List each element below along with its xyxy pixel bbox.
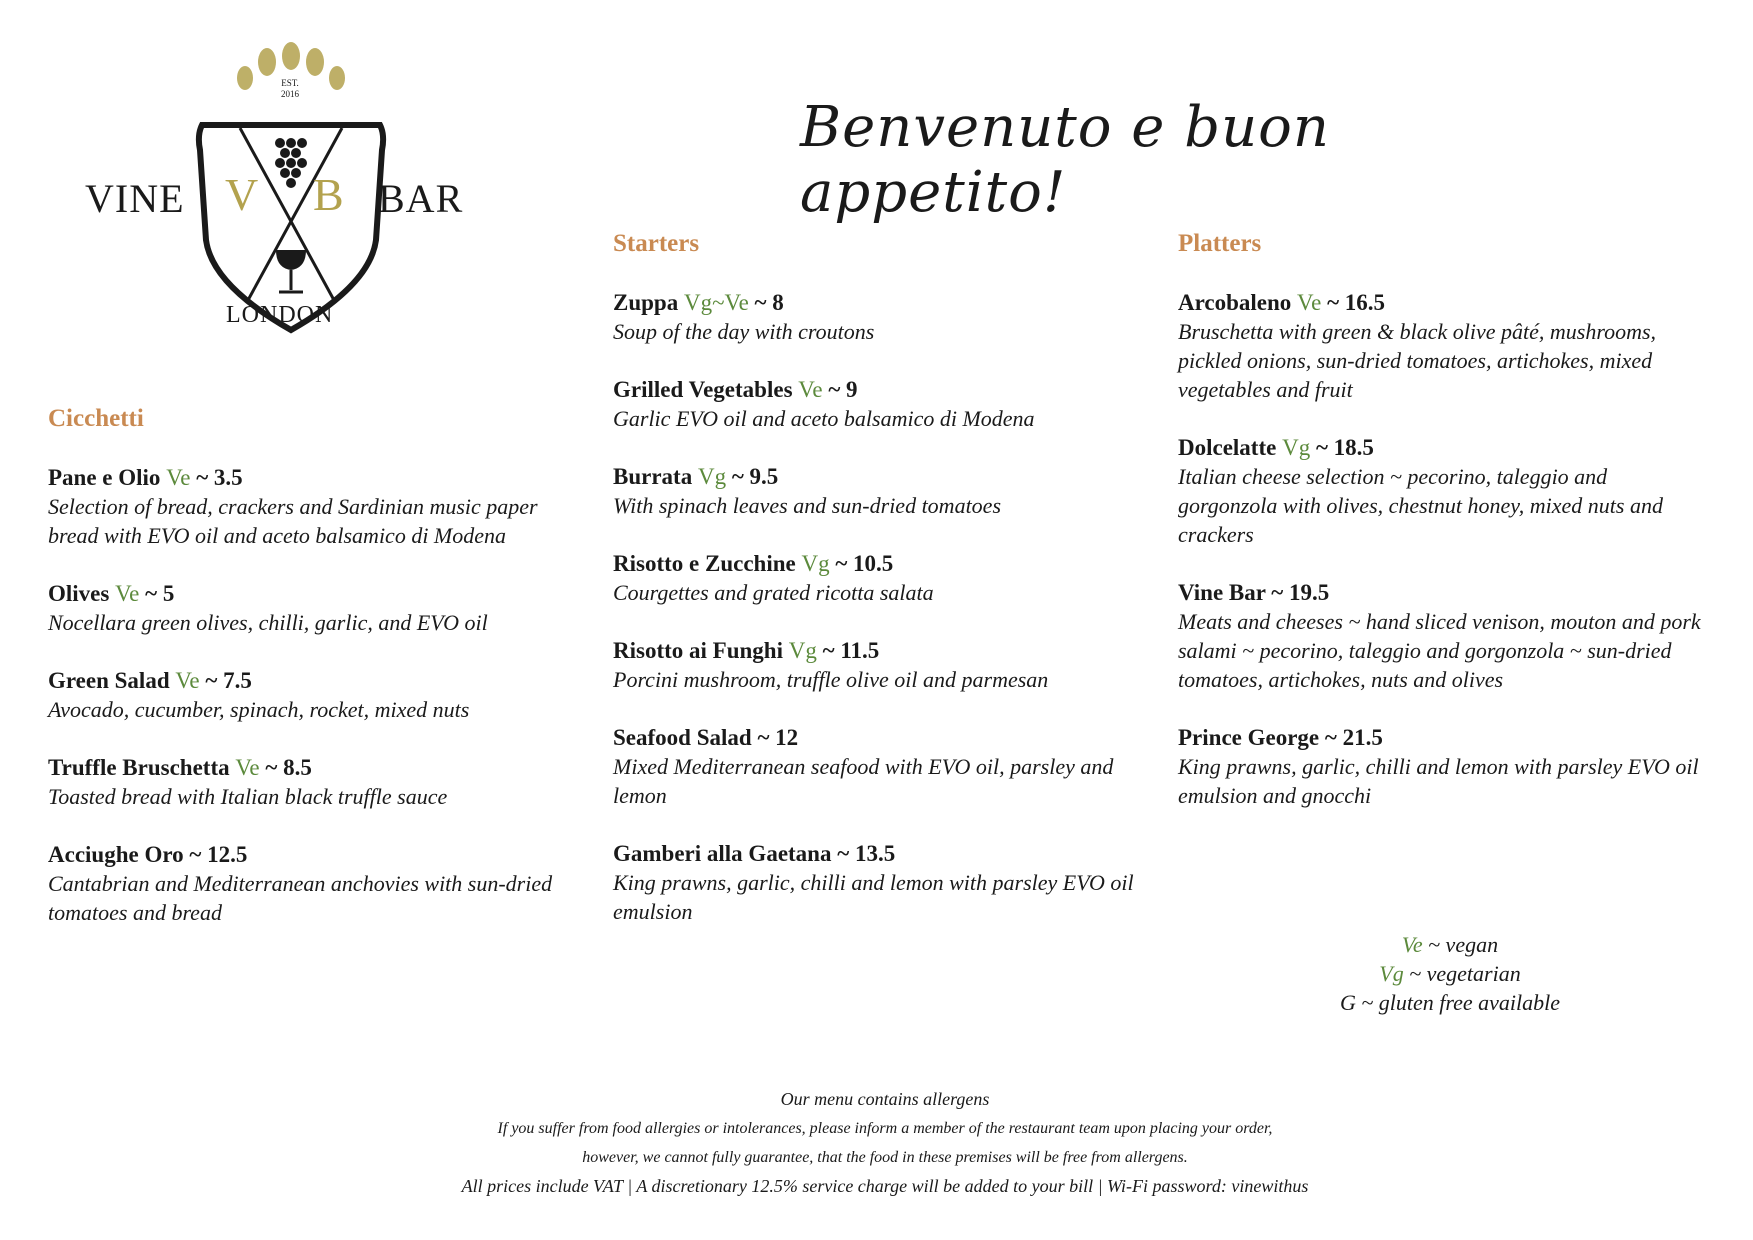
footer-line-3: however, we cannot fully guarantee, that the food in these premises will be free from allergens. xyxy=(582,1149,1188,1166)
dietary-tag: Vg xyxy=(801,551,830,576)
menu-item-price: ~ 16.5 xyxy=(1327,290,1386,315)
menu-item-name: Vine Bar xyxy=(1178,580,1266,605)
dietary-tag: Vg xyxy=(697,464,727,489)
menu-item-name: Olives xyxy=(48,581,110,606)
menu-item-price: ~ 18.5 xyxy=(1315,435,1374,460)
cicchetti-section xyxy=(48,405,578,956)
footer-line-1: Our menu contains allergens xyxy=(780,1089,990,1109)
menu-item xyxy=(613,636,1143,694)
menu-item-price: ~ 11.5 xyxy=(822,638,880,663)
menu-item-name: Dolcelatte xyxy=(1178,435,1277,460)
menu-item-description: King prawns, garlic, chilli and lemon with parsley EVO oil emulsion xyxy=(613,870,1134,924)
menu-item-price: ~ 21.5 xyxy=(1324,725,1383,750)
menu-item xyxy=(48,753,578,811)
logo-monogram-b: B xyxy=(313,169,344,220)
menu-item-price: ~ 9.5 xyxy=(731,464,779,489)
menu-item-heading xyxy=(1178,723,1708,752)
menu-item-name: Acciughe Oro xyxy=(48,842,184,867)
vine-bar-logo xyxy=(80,40,480,340)
menu-item xyxy=(1178,723,1708,810)
menu-item xyxy=(48,463,578,550)
section-title: Cicchetti xyxy=(48,405,144,432)
legend-vegan: Ve ~ vegan xyxy=(1401,932,1499,957)
menu-item-price: ~ 13.5 xyxy=(837,841,896,866)
dietary-tag: Ve xyxy=(175,668,200,693)
dietary-legend xyxy=(1250,930,1650,1017)
menu-item-description: Cantabrian and Mediterranean anchovies with sun-dried tomatoes and bread xyxy=(48,871,553,925)
menu-item-heading xyxy=(613,723,1143,752)
menu-item-description: Nocellara green olives, chilli, garlic, and EVO oil xyxy=(48,610,488,635)
menu-item-heading xyxy=(613,462,1143,491)
dietary-tag: Ve xyxy=(115,581,140,606)
menu-item-heading xyxy=(48,840,578,869)
menu-item-description: Soup of the day with croutons xyxy=(613,319,875,344)
menu-item-heading xyxy=(613,288,1143,317)
menu-item-description: Avocado, cucumber, spinach, rocket, mixed nuts xyxy=(48,697,470,722)
menu-item-price: ~ 7.5 xyxy=(205,668,252,693)
menu-item-description: Toasted bread with Italian black truffle sauce xyxy=(48,784,448,809)
dietary-tag: Ve xyxy=(166,465,191,490)
section-title: Starters xyxy=(613,230,700,257)
menu-item-heading xyxy=(48,463,578,492)
menu-item-name: Truffle Bruschetta xyxy=(48,755,230,780)
menu-item-price: ~ 3.5 xyxy=(196,465,243,490)
menu-item xyxy=(613,288,1143,346)
dietary-tag: Vg xyxy=(1282,435,1311,460)
menu-item xyxy=(613,375,1143,433)
menu-item xyxy=(1178,433,1708,549)
logo-monogram-v: V xyxy=(225,169,259,220)
menu-item-price: ~ 8 xyxy=(754,290,784,315)
menu-item-name: Burrata xyxy=(613,464,693,489)
starters-section xyxy=(613,230,1143,955)
menu-item-heading xyxy=(48,579,578,608)
menu-item-heading xyxy=(48,753,578,782)
menu-item xyxy=(48,666,578,724)
footer-line-2: If you suffer from food allergies or intolerances, please inform a member of the restaurant team upon placing your order, xyxy=(497,1120,1273,1137)
menu-item xyxy=(613,549,1143,607)
menu-item-name: Grilled Vegetables xyxy=(613,377,793,402)
footer-line-4: All prices include VAT | A discretionary 12.5% service charge will be added to your bill | Wi-Fi password: vinewithus xyxy=(461,1176,1309,1196)
menu-item-price: ~ 12.5 xyxy=(189,842,248,867)
logo-city: LONDON xyxy=(226,302,334,328)
menu-item-name: Gamberi alla Gaetana xyxy=(613,841,832,866)
menu-item-heading xyxy=(48,666,578,695)
menu-item-name: Seafood Salad xyxy=(613,725,752,750)
menu-item xyxy=(1178,578,1708,694)
dietary-tag: Ve xyxy=(798,377,823,402)
welcome-headline: Benvenuto e buon appetito! xyxy=(800,95,1330,225)
menu-item-name: Zuppa xyxy=(613,290,679,315)
menu-item-price: ~ 5 xyxy=(145,581,175,606)
dietary-tag: Ve xyxy=(235,755,260,780)
menu-item-name: Prince George xyxy=(1178,725,1320,750)
menu-item-name: Arcobaleno xyxy=(1178,290,1292,315)
menu-item-heading xyxy=(613,839,1143,868)
platters-section xyxy=(1178,230,1708,839)
menu-item xyxy=(48,579,578,637)
menu-item-name: Risotto e Zucchine xyxy=(613,551,796,576)
established-label: EST. 2016 xyxy=(281,78,299,99)
legend-gluten-free: G ~ gluten free available xyxy=(1339,990,1561,1015)
menu-item-price: ~ 8.5 xyxy=(265,755,312,780)
menu-item xyxy=(613,839,1143,926)
menu-item-name: Risotto ai Funghi xyxy=(613,638,783,663)
allergen-footer xyxy=(300,1085,1470,1201)
menu-item-description: Garlic EVO oil and aceto balsamico di Modena xyxy=(613,406,1035,431)
menu-item-description: Bruschetta with green & black olive pâté, mushrooms, pickled onions, sun-dried tomatoes, artichokes, mixed vegetables and fruit xyxy=(1178,319,1657,402)
menu-item-heading xyxy=(1178,578,1708,607)
menu-item-description: Mixed Mediterranean seafood with EVO oil, parsley and lemon xyxy=(613,754,1114,808)
section-title: Platters xyxy=(1178,230,1262,257)
dietary-tag: Vg~Ve xyxy=(683,290,749,315)
menu-item-name: Green Salad xyxy=(48,668,170,693)
menu-item-description: Courgettes and grated ricotta salata xyxy=(613,580,934,605)
menu-item-description: Selection of bread, crackers and Sardinian music paper bread with EVO oil and aceto balsamico di Modena xyxy=(48,494,538,548)
logo-word-bar: BAR xyxy=(378,176,464,221)
menu-item-heading xyxy=(613,636,1143,665)
menu-item-name: Pane e Olio xyxy=(48,465,161,490)
menu-item-price: ~ 19.5 xyxy=(1271,580,1330,605)
menu-item-heading xyxy=(1178,433,1708,462)
menu-item xyxy=(48,840,578,927)
menu-item-price: ~ 10.5 xyxy=(835,551,894,576)
menu-item-heading xyxy=(1178,288,1708,317)
menu-item xyxy=(1178,288,1708,404)
menu-item-description: Italian cheese selection ~ pecorino, taleggio and gorgonzola with olives, chestnut honey, mixed nuts and crackers xyxy=(1178,464,1663,547)
menu-item-description: With spinach leaves and sun-dried tomatoes xyxy=(613,493,1002,518)
menu-item-heading xyxy=(613,375,1143,404)
legend-vegetarian: Vg ~ vegetarian xyxy=(1379,961,1521,986)
menu-item-description: King prawns, garlic, chilli and lemon with parsley EVO oil emulsion and gnocchi xyxy=(1178,754,1699,808)
menu-item-description: Meats and cheeses ~ hand sliced venison, mouton and pork salami ~ pecorino, taleggio and gorgonzola ~ sun-dried tomatoes, artichokes, nuts and olives xyxy=(1178,609,1701,692)
menu-item xyxy=(613,462,1143,520)
dietary-tag: Vg xyxy=(788,638,817,663)
menu-item-price: ~ 9 xyxy=(828,377,858,402)
menu-item-price: ~ 12 xyxy=(757,725,799,750)
menu-item-description: Porcini mushroom, truffle olive oil and parmesan xyxy=(613,667,1049,692)
menu-item xyxy=(613,723,1143,810)
dietary-tag: Ve xyxy=(1297,290,1322,315)
logo-word-vine: VINE xyxy=(85,176,185,221)
menu-item-heading xyxy=(613,549,1143,578)
